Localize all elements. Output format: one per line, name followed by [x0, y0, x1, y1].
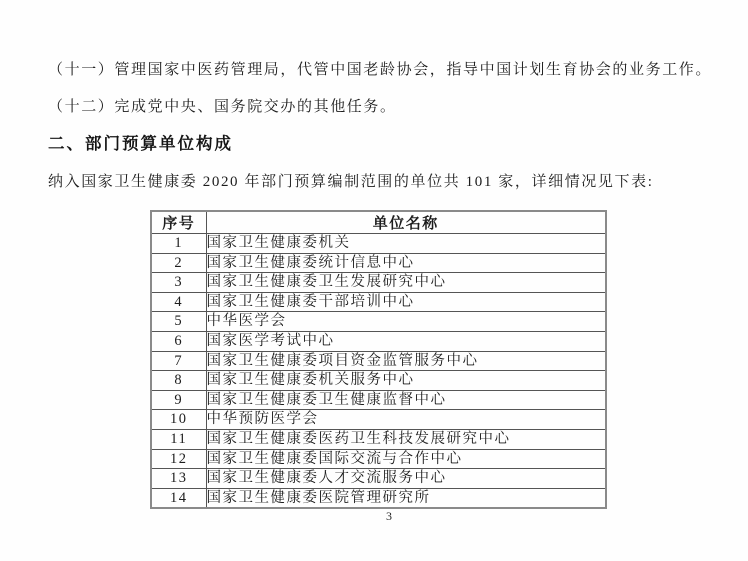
paragraph-item-12: （十二）完成党中央、国务院交办的其他任务。 [48, 99, 397, 115]
budget-units-table [150, 210, 607, 509]
row-index-cell: 5 [151, 312, 206, 332]
table-row [151, 488, 606, 508]
row-index-cell: 4 [151, 292, 206, 312]
row-index-cell: 13 [151, 469, 206, 489]
column-header-unit-name: 单位名称 [206, 211, 606, 234]
row-index-cell: 10 [151, 410, 206, 430]
table-row [151, 234, 606, 254]
unit-name-cell: 国家卫生健康委项目资金监管服务中心 [206, 351, 606, 371]
unit-name-cell: 国家卫生健康委医院管理研究所 [206, 488, 606, 508]
unit-name-cell: 国家卫生健康委干部培训中心 [206, 292, 606, 312]
section-intro: 纳入国家卫生健康委 2020 年部门预算编制范围的单位共 101 家，详细情况见下表: [48, 174, 654, 190]
table-row [151, 312, 606, 332]
table-row [151, 273, 606, 293]
paragraph-item-11: （十一）管理国家中医药管理局，代管中国老龄协会，指导中国计划生育协会的业务工作。 [48, 62, 713, 78]
column-header-index: 序号 [151, 211, 206, 234]
row-index-cell: 14 [151, 488, 206, 508]
row-index-cell: 8 [151, 371, 206, 391]
row-index-cell: 12 [151, 449, 206, 469]
table-body [151, 234, 606, 509]
unit-name-cell: 中华医学会 [206, 312, 606, 332]
row-index-cell: 6 [151, 331, 206, 351]
table-header-row [151, 211, 606, 234]
table-row [151, 371, 606, 391]
page-number: 3 [386, 509, 392, 523]
row-index-cell: 11 [151, 429, 206, 449]
table-row [151, 410, 606, 430]
unit-name-cell: 国家卫生健康委人才交流服务中心 [206, 469, 606, 489]
unit-name-cell: 国家卫生健康委机关服务中心 [206, 371, 606, 391]
section-heading: 二、部门预算单位构成 [48, 135, 233, 153]
row-index-cell: 3 [151, 273, 206, 293]
unit-name-cell: 国家卫生健康委统计信息中心 [206, 253, 606, 273]
row-index-cell: 9 [151, 390, 206, 410]
unit-name-cell: 国家卫生健康委机关 [206, 234, 606, 254]
table-row [151, 449, 606, 469]
table-row [151, 429, 606, 449]
table-row [151, 253, 606, 273]
unit-name-cell: 国家医学考试中心 [206, 331, 606, 351]
row-index-cell: 7 [151, 351, 206, 371]
table-row [151, 292, 606, 312]
table-row [151, 390, 606, 410]
unit-name-cell: 国家卫生健康委卫生健康监督中心 [206, 390, 606, 410]
unit-name-cell: 中华预防医学会 [206, 410, 606, 430]
table-row [151, 351, 606, 371]
unit-name-cell: 国家卫生健康委医药卫生科技发展研究中心 [206, 429, 606, 449]
row-index-cell: 2 [151, 253, 206, 273]
unit-name-cell: 国家卫生健康委国际交流与合作中心 [206, 449, 606, 469]
unit-name-cell: 国家卫生健康委卫生发展研究中心 [206, 273, 606, 293]
table-row [151, 331, 606, 351]
table-row [151, 469, 606, 489]
row-index-cell: 1 [151, 234, 206, 254]
